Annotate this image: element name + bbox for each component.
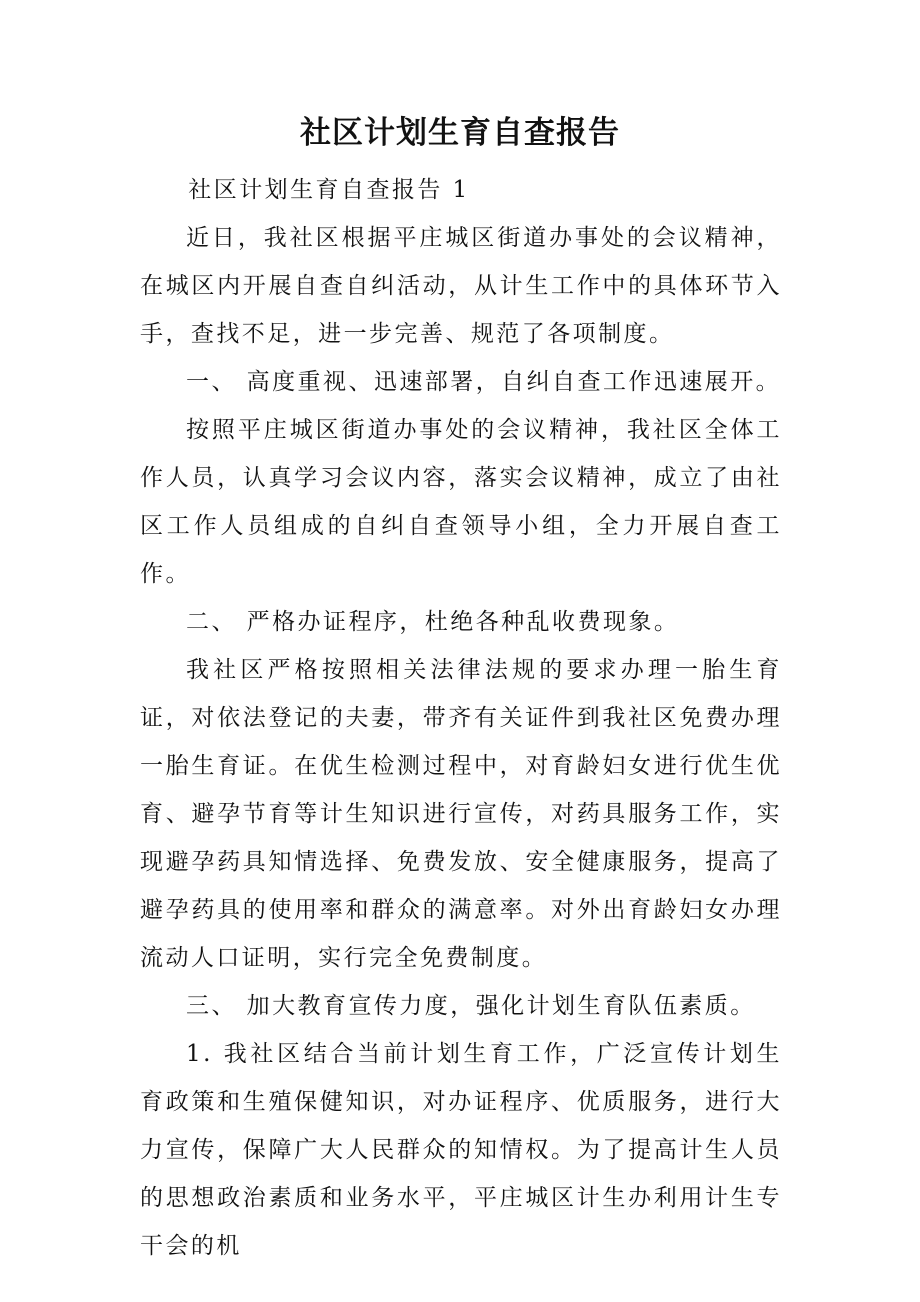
paragraph-section-2: 我社区严格按照相关法律法规的要求办理一胎生育证，对依法登记的夫妻，带齐有关证件到我社区免费办理一胎生育证。在优生检测过程中，对育龄妇女进行优生优育、避孕节育等计生知识进行宣传，对药具服务工作，实现避孕药具知情选择、免费发放、安全健康服务，提高了避孕药具的使用率和群众的满意率。对外出育龄妇女办理流动人口证明，实行完全免费制度。 <box>140 657 782 971</box>
section-heading-3: 三、 加大教育宣传力度，强化计划生育队伍素质。 <box>186 993 756 1019</box>
document-subtitle: 社区计划生育自查报告 1 <box>188 177 470 203</box>
document-body <box>140 166 782 1270</box>
document-title: 社区计划生育自查报告 <box>300 115 620 151</box>
section-heading-1: 一、 高度重视、迅速部署，自纠自查工作迅速展开。 <box>186 369 782 395</box>
paragraph-intro: 近日，我社区根据平庄城区街道办事处的会议精神，在城区内开展自查自纠活动，从计生工作中的具体环节入手，查找不足，进一步完善、规范了各项制度。 <box>140 225 782 347</box>
section-heading-2: 二、 严格办证程序，杜绝各种乱收费现象。 <box>186 609 680 635</box>
paragraph-section-3-item-1: 1. 我社区结合当前计划生育工作，广泛宣传计划生育政策和生殖保健知识，对办证程序、优质服务，进行大力宣传，保障广大人民群众的知情权。为了提高计生人员的思想政治素质和业务水平，平庄城区计生办利用计生专干会的机 <box>140 1041 782 1259</box>
paragraph-section-1: 按照平庄城区街道办事处的会议精神，我社区全体工作人员，认真学习会议内容，落实会议精神，成立了由社区工作人员组成的自纠自查领导小组，全力开展自查工作。 <box>140 417 782 587</box>
